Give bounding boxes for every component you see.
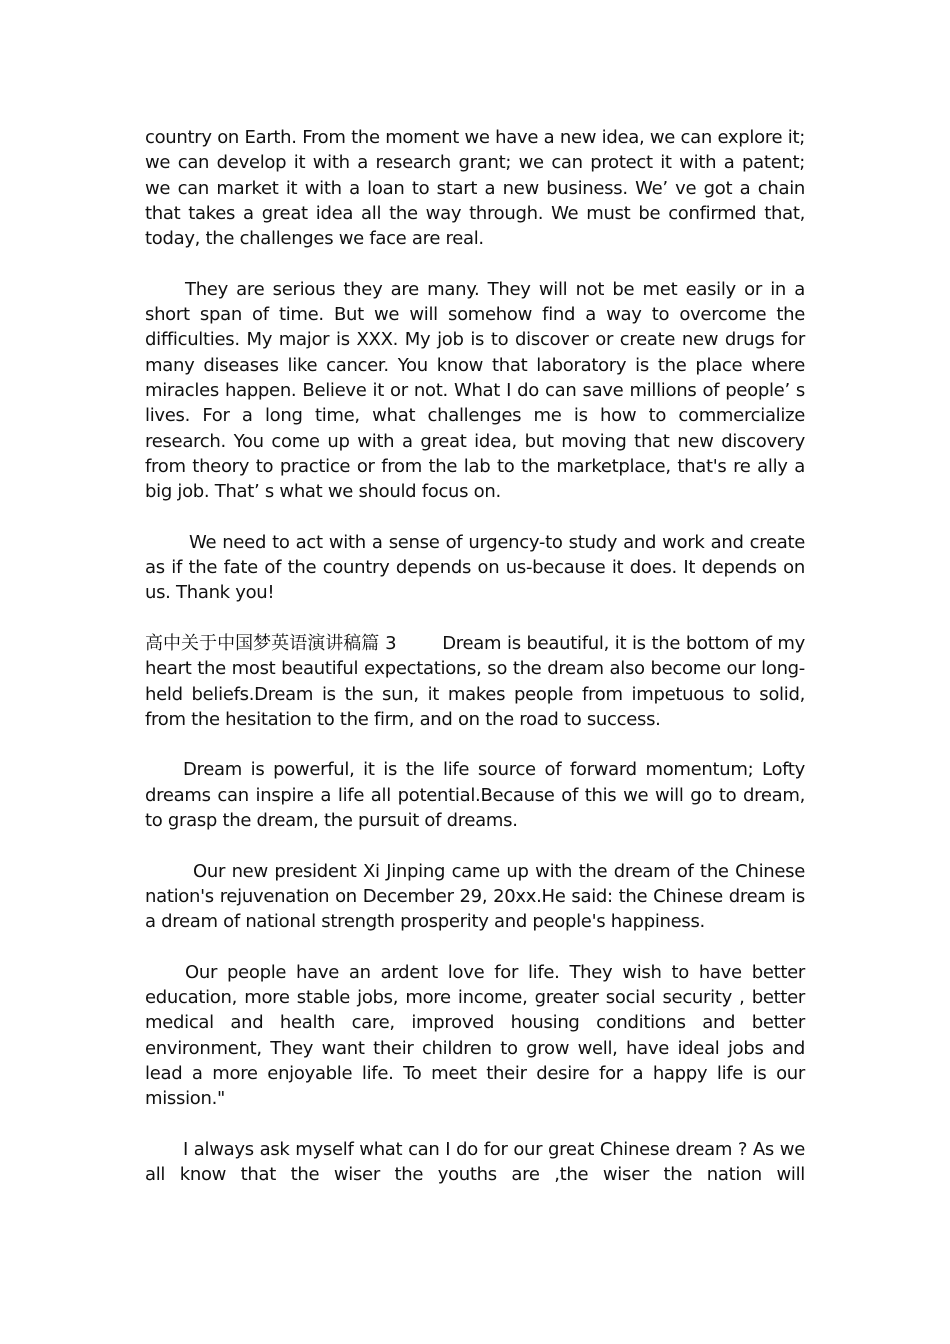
paragraph-7: Our people have an ardent love for life. They wish to have better education, more stable jobs, more income, greater social security , better medical and health care, improved housing conditions and better environment, They want their children to grow well, have ideal jobs and lead a more enjoyable life. To meet their desire for a happy life is our mission." xyxy=(145,961,805,1110)
paragraph-5: Dream is powerful, it is the life source of forward momentum; Lofty dreams can inspire a life all potential.Because of this we will go to dream, to grasp the dream, the pursuit of dreams. xyxy=(145,759,805,832)
paragraph-2: They are serious they are many. They will not be met easily or in a short span of time. But we will somehow find a way to overcome the difficulties. My major is XXX. My job is to discover or create new drugs for many diseases like cancer. You know that laboratory is the place where miracles happen. Believe it or not. What I do can save millions of people’ s lives. For a long time, what challenges me is how to commercialize research. You come up with a great idea, but moving that new discovery from theory to practice or from the lab to the marketplace, that's re ally a big job. That’ s what we should focus on. xyxy=(145,278,805,503)
paragraph-8: I always ask myself what can I do for our great Chinese dream ? As we all know that the wiser the youths are ,the wiser the nation will xyxy=(145,1138,805,1186)
paragraph-3: We need to act with a sense of urgency-to study and work and create as if the fate of the country depends on us-because it does. It depends on us. Thank you! xyxy=(145,531,805,604)
document-body xyxy=(145,125,805,1187)
paragraph-1: country on Earth. From the moment we have a new idea, we can explore it; we can develop it with a research grant; we can protect it with a patent; we can market it with a loan to start a new business. We’ ve got a chain that takes a great idea all the way through. We must be confirmed that, today, the challenges we face are real. xyxy=(145,127,805,250)
paragraph-4 xyxy=(145,631,805,732)
section-heading: 高中关于中国梦英语演讲稿篇 3 xyxy=(145,632,397,654)
paragraph-4-text: Dream is beautiful, it is the bottom of my heart the most beautiful expectations, so the dream also become our long-held beliefs.Dream is the sun, it makes people from impetuous to solid, from the hesitation to the firm, and on the road to success. xyxy=(145,632,805,730)
paragraph-6: Our new president Xi Jinping came up with the dream of the Chinese nation's rejuvenation on December 29, 20xx.He said: the Chinese dream is a dream of national strength prosperity and people's happiness. xyxy=(145,860,805,933)
